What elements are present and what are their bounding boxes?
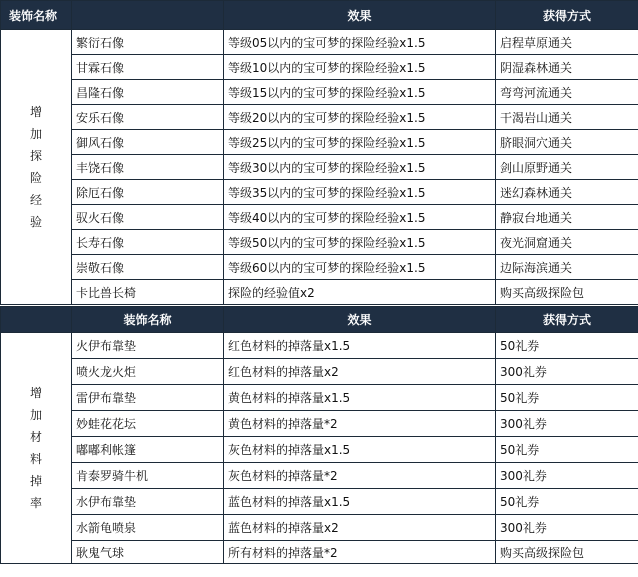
decoration-source: 50礼券 <box>496 333 638 359</box>
header-row <box>1 307 638 333</box>
decoration-name: 肯泰罗骑牛机 <box>72 463 224 489</box>
decoration-name: 繁衍石像 <box>72 30 224 55</box>
decoration-effect: 等级40以内的宝可梦的探险经验x1.5 <box>224 205 496 230</box>
decoration-source: 购买高级探险包 <box>496 541 638 564</box>
table-row <box>1 30 638 55</box>
header-source: 获得方式 <box>496 307 638 333</box>
material-decorations-table <box>0 306 638 564</box>
header-name: 装饰名称 <box>1 1 72 30</box>
decoration-source: 夜光洞窟通关 <box>496 230 638 255</box>
decoration-source: 阴湿森林通关 <box>496 55 638 80</box>
table-row <box>1 359 638 385</box>
table-row <box>1 280 638 305</box>
decoration-name: 嘟嘟利帐篷 <box>72 437 224 463</box>
decoration-effect: 探险的经验值x2 <box>224 280 496 305</box>
table-row <box>1 180 638 205</box>
decoration-effect: 黄色材料的掉落量*2 <box>224 411 496 437</box>
decoration-name: 昌隆石像 <box>72 80 224 105</box>
category-label: 增加探险经验 <box>29 105 42 229</box>
decoration-name: 妙蛙花花坛 <box>72 411 224 437</box>
category-cell <box>1 30 72 305</box>
table-row <box>1 155 638 180</box>
decoration-effect: 等级10以内的宝可梦的探险经验x1.5 <box>224 55 496 80</box>
decoration-name: 丰饶石像 <box>72 155 224 180</box>
decoration-effect: 蓝色材料的掉落量x2 <box>224 515 496 541</box>
decoration-name: 驭火石像 <box>72 205 224 230</box>
header-source: 获得方式 <box>496 1 638 30</box>
decoration-source: 边际海滨通关 <box>496 255 638 280</box>
decoration-name: 卡比兽长椅 <box>72 280 224 305</box>
table-row <box>1 55 638 80</box>
decoration-source: 启程草原通关 <box>496 30 638 55</box>
decoration-effect: 等级60以内的宝可梦的探险经验x1.5 <box>224 255 496 280</box>
decoration-name: 安乐石像 <box>72 105 224 130</box>
table-row <box>1 489 638 515</box>
decoration-name: 长寿石像 <box>72 230 224 255</box>
decoration-name: 火伊布靠垫 <box>72 333 224 359</box>
decoration-name: 崇敬石像 <box>72 255 224 280</box>
category-cell <box>1 333 72 564</box>
header-row <box>1 1 638 30</box>
table-row <box>1 205 638 230</box>
decoration-source: 300礼券 <box>496 359 638 385</box>
table-row <box>1 437 638 463</box>
decoration-name: 雷伊布靠垫 <box>72 385 224 411</box>
decoration-name: 御风石像 <box>72 130 224 155</box>
decoration-name: 耿鬼气球 <box>72 541 224 564</box>
decoration-source: 弯弯河流通关 <box>496 80 638 105</box>
table-row <box>1 80 638 105</box>
decoration-effect: 红色材料的掉落量x2 <box>224 359 496 385</box>
decoration-source: 300礼券 <box>496 515 638 541</box>
decoration-effect: 等级15以内的宝可梦的探险经验x1.5 <box>224 80 496 105</box>
decoration-effect: 等级30以内的宝可梦的探险经验x1.5 <box>224 155 496 180</box>
decoration-source: 300礼券 <box>496 411 638 437</box>
decoration-effect: 等级35以内的宝可梦的探险经验x1.5 <box>224 180 496 205</box>
decoration-effect: 等级05以内的宝可梦的探险经验x1.5 <box>224 30 496 55</box>
decoration-name: 除厄石像 <box>72 180 224 205</box>
decoration-name: 喷火龙火炬 <box>72 359 224 385</box>
header-blank-spacer <box>72 1 224 30</box>
table-row <box>1 105 638 130</box>
table-row <box>1 130 638 155</box>
header-effect: 效果 <box>224 307 496 333</box>
decoration-source: 50礼券 <box>496 489 638 515</box>
decoration-effect: 所有材料的掉落量*2 <box>224 541 496 564</box>
table-row <box>1 333 638 359</box>
table-row <box>1 411 638 437</box>
decoration-effect: 灰色材料的掉落量*2 <box>224 463 496 489</box>
header-blank-spacer <box>1 307 72 333</box>
header-name: 装饰名称 <box>72 307 224 333</box>
decoration-effect: 灰色材料的掉落量x1.5 <box>224 437 496 463</box>
header-effect: 效果 <box>224 1 496 30</box>
decoration-source: 50礼券 <box>496 437 638 463</box>
decoration-name: 水伊布靠垫 <box>72 489 224 515</box>
decoration-effect: 等级25以内的宝可梦的探险经验x1.5 <box>224 130 496 155</box>
decoration-effect: 黄色材料的掉落量x1.5 <box>224 385 496 411</box>
decoration-effect: 红色材料的掉落量x1.5 <box>224 333 496 359</box>
decoration-source: 50礼券 <box>496 385 638 411</box>
decoration-name: 甘霖石像 <box>72 55 224 80</box>
decoration-effect: 蓝色材料的掉落量x1.5 <box>224 489 496 515</box>
table-row <box>1 541 638 564</box>
table-row <box>1 515 638 541</box>
decoration-effect: 等级20以内的宝可梦的探险经验x1.5 <box>224 105 496 130</box>
decoration-source: 购买高级探险包 <box>496 280 638 305</box>
decoration-effect: 等级50以内的宝可梦的探险经验x1.5 <box>224 230 496 255</box>
table-row <box>1 463 638 489</box>
decoration-source: 脐眼洞穴通关 <box>496 130 638 155</box>
decoration-source: 迷幻森林通关 <box>496 180 638 205</box>
table-row <box>1 385 638 411</box>
decoration-source: 干渴岩山通关 <box>496 105 638 130</box>
decoration-source: 300礼券 <box>496 463 638 489</box>
table-row <box>1 255 638 280</box>
category-label: 增加材料掉率 <box>29 386 42 510</box>
decoration-source: 静寂台地通关 <box>496 205 638 230</box>
table-row <box>1 230 638 255</box>
decoration-name: 水箭龟喷泉 <box>72 515 224 541</box>
decoration-source: 剑山原野通关 <box>496 155 638 180</box>
